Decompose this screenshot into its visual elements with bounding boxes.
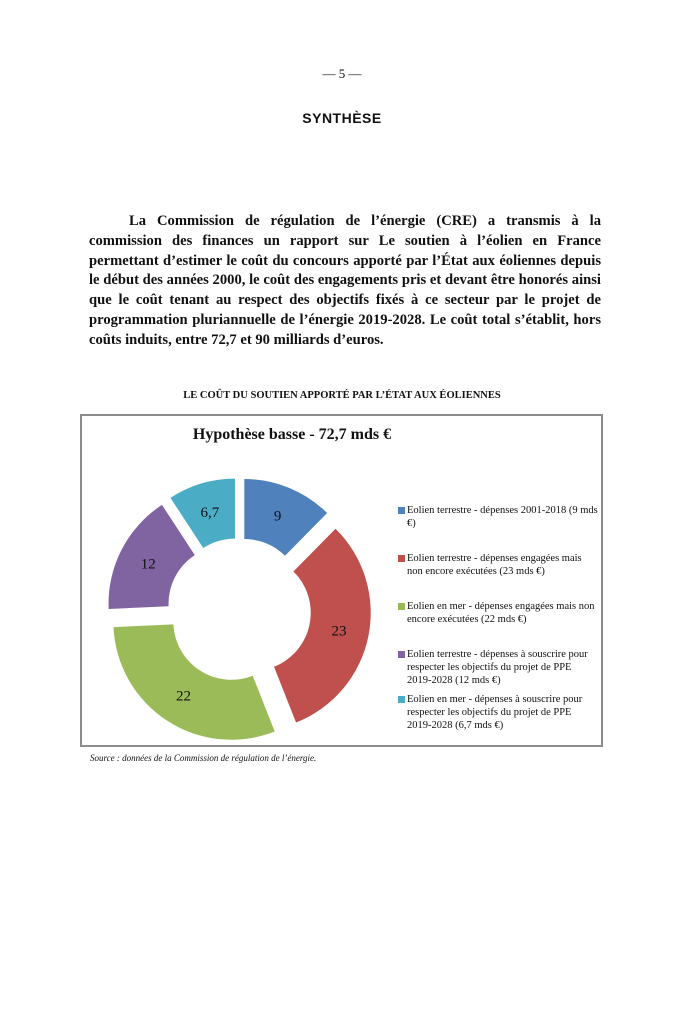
legend-label: Eolien terrestre - dépenses engagées mais non encore exécutées (23 mds €) <box>407 553 582 577</box>
legend-label: Eolien en mer - dépenses à souscrire pour respecter les objectifs du projet de PPE 2019-2028 (6,7 mds €) <box>407 694 583 731</box>
legend-label: Eolien terrestre - dépenses 2001-2018 (9 mds €) <box>407 505 598 529</box>
slice-data-label: 23 <box>331 623 347 640</box>
source-note: Source : données de la Commission de régulation de l’énergie. <box>90 753 317 763</box>
slice-data-label: 9 <box>273 508 282 525</box>
slice-data-label: 12 <box>140 556 156 573</box>
legend-item <box>398 648 598 687</box>
legend-swatch <box>398 603 405 610</box>
donut-slice <box>244 479 327 556</box>
legend-swatch <box>398 555 405 562</box>
legend-swatch <box>398 696 405 703</box>
chart-legend <box>398 504 598 732</box>
legend-item <box>398 693 598 732</box>
legend-swatch <box>398 507 405 514</box>
page-number: — 5 — <box>322 66 362 81</box>
legend-item <box>398 552 598 578</box>
section-title: SYNTHÈSE <box>302 110 382 126</box>
donut-slice <box>114 624 275 739</box>
legend-label: Eolien terrestre - dépenses à souscrire pour respecter les objectifs du projet de PPE 2019-2028 (12 mds €) <box>407 649 588 686</box>
legend-item <box>398 600 598 626</box>
slice-data-label: 22 <box>176 688 192 705</box>
legend-label: Eolien en mer - dépenses engagées mais non encore exécutées (22 mds €) <box>407 601 595 625</box>
body-paragraph: La Commission de régulation de l’énergie (CRE) a transmis à la commission des finances un rapport sur Le soutien à l’éolien en France permettant d’estimer le coût du concours apporté par l’État aux éoliennes depuis le début des années 2000, le coût des engagements pris et devant être honorés ainsi que le coût tenant au respect des objectifs fixés à ce secteur par le projet de programmation pluriannuelle de l’énergie 2019-2028. Le coût total s’établit, hors coûts induits, entre 72,7 et 90 milliards d’euros. <box>89 213 601 348</box>
chart-title: Hypothèse basse - 72,7 mds € <box>192 426 392 443</box>
donut-slice <box>274 529 371 723</box>
legend-item <box>398 504 598 530</box>
legend-swatch <box>398 651 405 658</box>
chart-frame <box>80 414 603 747</box>
slice-data-label: 6,7 <box>200 505 220 522</box>
chart-caption: LE COÛT DU SOUTIEN APPORTÉ PAR L’ÉTAT AUX ÉOLIENNES <box>183 390 501 401</box>
